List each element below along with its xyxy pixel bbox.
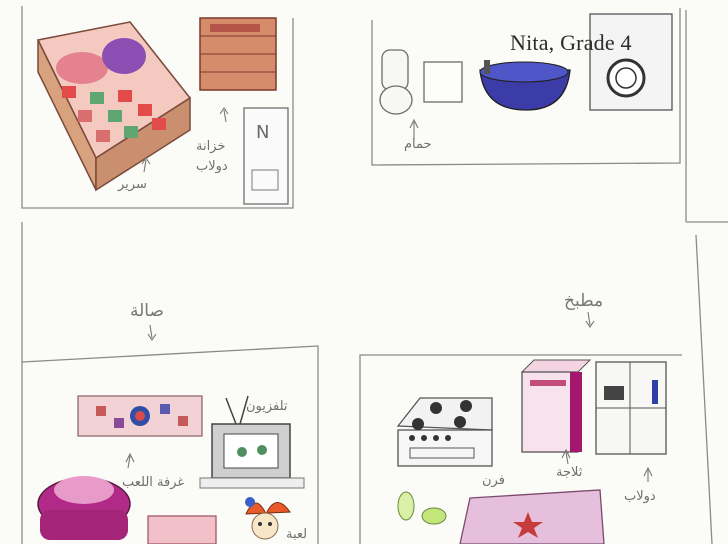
label-toilet: حمام bbox=[404, 137, 432, 152]
label-toy: لعبة bbox=[286, 527, 308, 542]
refrigerator-illustration bbox=[522, 360, 590, 452]
dresser-illustration bbox=[200, 18, 276, 90]
label-dresser: خزانة bbox=[196, 139, 226, 154]
cupboard-illustration bbox=[596, 362, 666, 454]
rug-illustration bbox=[148, 516, 216, 544]
label-cupboard: دولاب bbox=[624, 489, 656, 504]
bookcase-illustration bbox=[244, 108, 288, 204]
armchair-illustration bbox=[38, 476, 130, 540]
wall-picture-illustration bbox=[78, 396, 202, 436]
toilet-illustration bbox=[380, 50, 412, 114]
label-fridge: ثلاجة bbox=[556, 465, 583, 480]
kitchen-table-illustration bbox=[460, 490, 604, 544]
label-wardrobe: دولاب bbox=[196, 159, 228, 174]
stove-illustration bbox=[398, 398, 492, 466]
svg-text:N: N bbox=[256, 122, 270, 143]
label-stove: فرن bbox=[482, 473, 505, 488]
bath-mat-illustration bbox=[424, 62, 462, 102]
label-bed: سرير bbox=[118, 177, 147, 192]
label-kitchen: مطبخ bbox=[564, 291, 604, 311]
artist-caption: Nita, Grade 4 bbox=[510, 30, 632, 55]
label-living-room: صالة bbox=[130, 301, 164, 321]
label-toy-room: غرفة اللعب bbox=[122, 475, 185, 490]
washing-machine-illustration bbox=[590, 14, 672, 110]
label-television: تلفزيون bbox=[246, 399, 288, 414]
